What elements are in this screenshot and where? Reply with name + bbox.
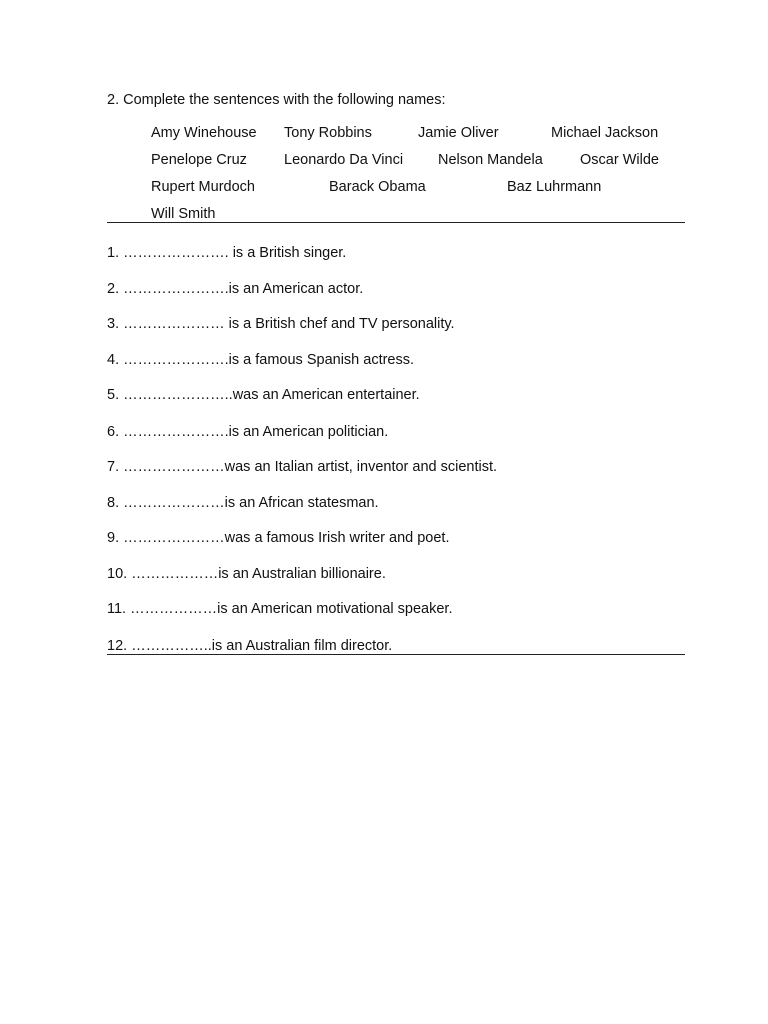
answer-blank: …………………. [119, 245, 233, 261]
exercise-heading: 2. Complete the sentences with the following names: [107, 92, 446, 108]
sentence-text: is an American politician. [228, 424, 389, 440]
sentence-item [107, 316, 455, 332]
name-bank-item: Will Smith [151, 206, 216, 222]
name-bank-item: Jamie Oliver [418, 125, 499, 141]
name-bank-item: Nelson Mandela [438, 152, 543, 168]
sentence-text: is an Australian film director. [211, 638, 393, 654]
sentence-item [107, 387, 420, 403]
sentence-item [107, 424, 388, 440]
answer-blank: ……………… [126, 601, 218, 617]
sentence-number: 4. [107, 352, 120, 368]
name-bank-item: Barack Obama [329, 179, 426, 195]
sentence-item [107, 601, 452, 617]
answer-blank: …………………. [119, 424, 229, 440]
sentence-number: 2. [107, 281, 120, 297]
answer-blank: …………………. [119, 352, 229, 368]
sentence-number: 1. [107, 245, 120, 261]
sentence-item [107, 530, 449, 546]
sentence-number: 11. [107, 601, 127, 617]
sentence-text: was a famous Irish writer and poet. [224, 530, 450, 546]
name-bank-item: Rupert Murdoch [151, 179, 255, 195]
sentence-number: 6. [107, 424, 120, 440]
sentence-number: 8. [107, 495, 120, 511]
sentence-item [107, 566, 386, 582]
name-bank-item: Michael Jackson [551, 125, 659, 141]
name-bank-item: Leonardo Da Vinci [284, 152, 404, 168]
answer-blank: ………………… [119, 316, 229, 332]
sentence-number: 3. [107, 316, 120, 332]
name-bank-item: Baz Luhrmann [507, 179, 602, 195]
sentence-text: is a British chef and TV personality. [228, 316, 455, 332]
sentence-text: was an Italian artist, inventor and scientist. [224, 459, 498, 475]
sentence-text: was an American entertainer. [232, 387, 420, 403]
answer-blank: ………………….. [119, 387, 233, 403]
sentence-number: 7. [107, 459, 120, 475]
sentence-text: is an Australian billionaire. [218, 566, 386, 582]
sentence-text: is an American motivational speaker. [217, 601, 453, 617]
sentence-item [107, 495, 379, 511]
sentence-item [107, 638, 392, 654]
sentence-number: 9. [107, 530, 120, 546]
answer-blank: ………………… [119, 495, 225, 511]
sentence-item [107, 459, 497, 475]
name-bank-item: Penelope Cruz [151, 152, 247, 168]
sentences-end-divider [107, 654, 685, 655]
name-bank-item: Oscar Wilde [580, 152, 659, 168]
sentence-text: is a British singer. [232, 245, 347, 261]
sentence-item [107, 352, 414, 368]
sentence-number: 12. [107, 638, 128, 654]
sentence-text: is a famous Spanish actress. [228, 352, 415, 368]
sentence-text: is an American actor. [228, 281, 364, 297]
answer-blank: ………………… [119, 459, 225, 475]
answer-blank: …………………. [119, 281, 229, 297]
name-bank-item: Tony Robbins [284, 125, 372, 141]
sentence-item [107, 281, 363, 297]
answer-blank: …………….. [127, 638, 212, 654]
name-bank-item: Amy Winehouse [151, 125, 257, 141]
sentence-text: is an African statesman. [224, 495, 379, 511]
sentence-item [107, 245, 346, 261]
answer-blank: ……………… [127, 566, 219, 582]
sentence-number: 10. [107, 566, 128, 582]
answer-blank: ………………… [119, 530, 225, 546]
name-bank-divider [107, 222, 685, 223]
sentence-number: 5. [107, 387, 120, 403]
